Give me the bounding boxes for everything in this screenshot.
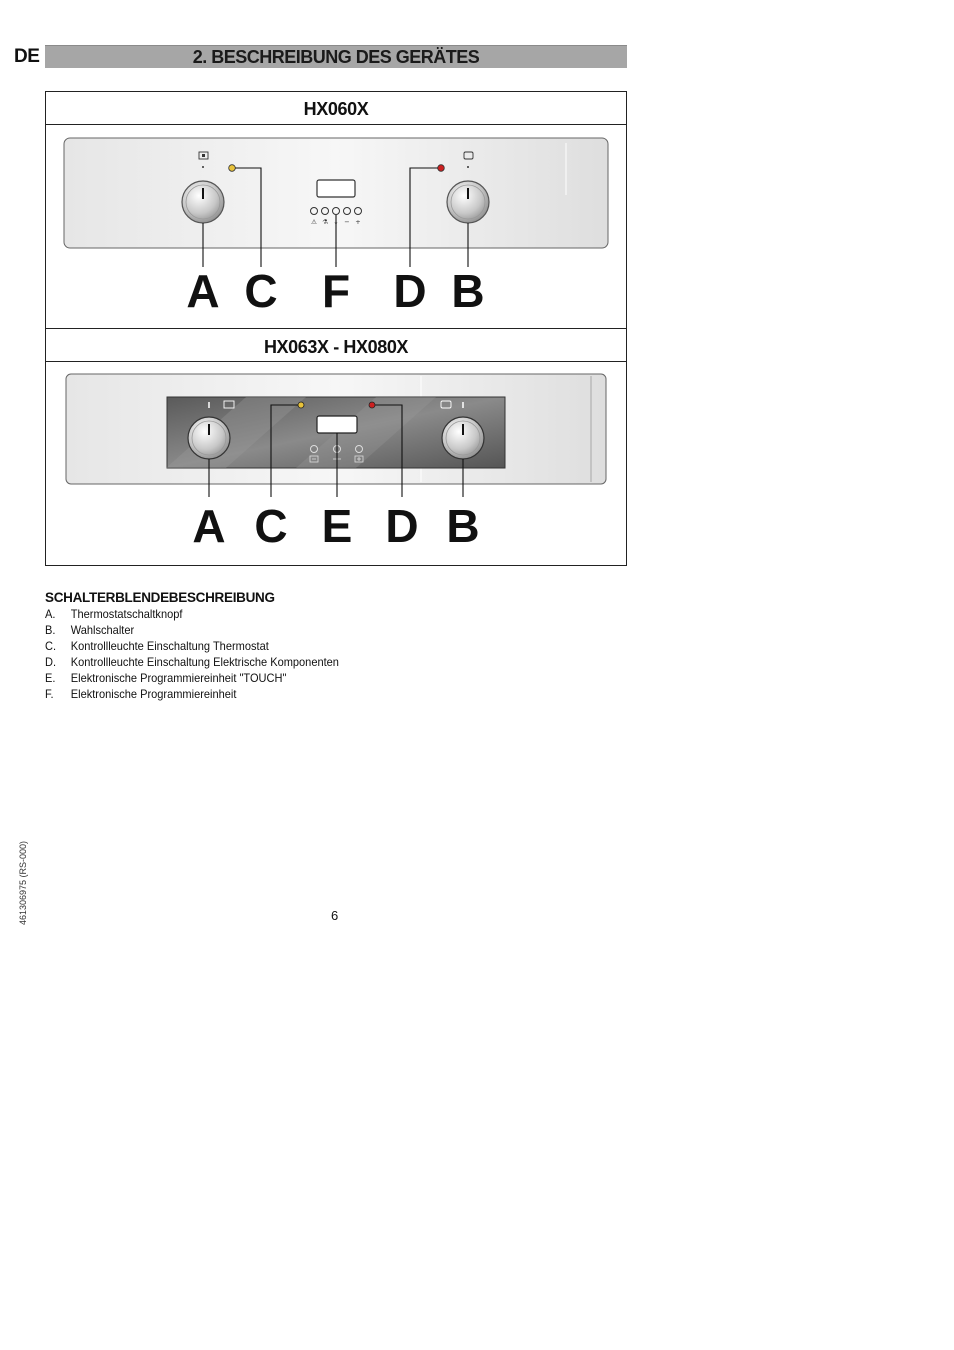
key-label: ⚠ — [311, 218, 317, 226]
legend-title: SCHALTERBLENDEBESCHREIBUNG — [45, 590, 275, 605]
section-title: 2. BESCHREIBUNG DES GERÄTES — [45, 45, 627, 68]
legend-item: A. Thermostatschaltknopf — [45, 607, 183, 621]
callout-d: D — [393, 265, 427, 317]
programmer-display — [317, 180, 355, 197]
thermostat-lamp — [298, 402, 304, 408]
selector-knob — [442, 417, 484, 459]
divider — [46, 328, 626, 329]
callout-c: C — [254, 500, 288, 552]
thermostat-knob — [182, 181, 224, 223]
key-label: ↓ — [333, 218, 339, 226]
legend-item: F. Elektronische Programmiereinheit — [45, 687, 237, 701]
page-number: 6 — [331, 908, 339, 923]
legend-item: B. Wahlschalter — [45, 623, 135, 637]
callout-a: A — [186, 265, 220, 317]
callout-a: A — [192, 500, 226, 552]
callout-c: C — [244, 265, 278, 317]
panel-diagram-hx060x — [46, 125, 626, 329]
callout-b: B — [446, 500, 480, 552]
thermostat-lamp — [229, 165, 236, 172]
model-title-1: HX060X — [303, 99, 369, 119]
callout-d: D — [385, 500, 419, 552]
legend-item: C. Kontrollleuchte Einschaltung Thermostat — [45, 639, 269, 653]
programmer-display — [317, 416, 357, 433]
elements-lamp — [369, 402, 375, 408]
legend-item: E. Elektronische Programmiereinheit "TOUCH" — [45, 671, 287, 685]
legend-item: D. Kontrollleuchte Einschaltung Elektrische Komponenten — [45, 655, 339, 669]
callout-f: F — [321, 265, 351, 317]
panel-diagram-hx063x-hx080x — [46, 362, 626, 565]
legend — [45, 590, 365, 702]
thermostat-knob — [188, 417, 230, 459]
key-label: + — [355, 218, 361, 226]
model-title-2: HX063X - HX080X — [263, 337, 409, 357]
elements-lamp — [438, 165, 445, 172]
callout-b: B — [451, 265, 485, 317]
callout-e: E — [321, 500, 353, 552]
key-label: − — [344, 218, 350, 226]
key-label: ⚗ — [322, 218, 328, 226]
control-panel-figure — [45, 91, 627, 566]
selector-knob — [447, 181, 489, 223]
document-code: 461306975 (RS-000) — [18, 840, 28, 925]
language-tag: DE — [14, 46, 40, 67]
